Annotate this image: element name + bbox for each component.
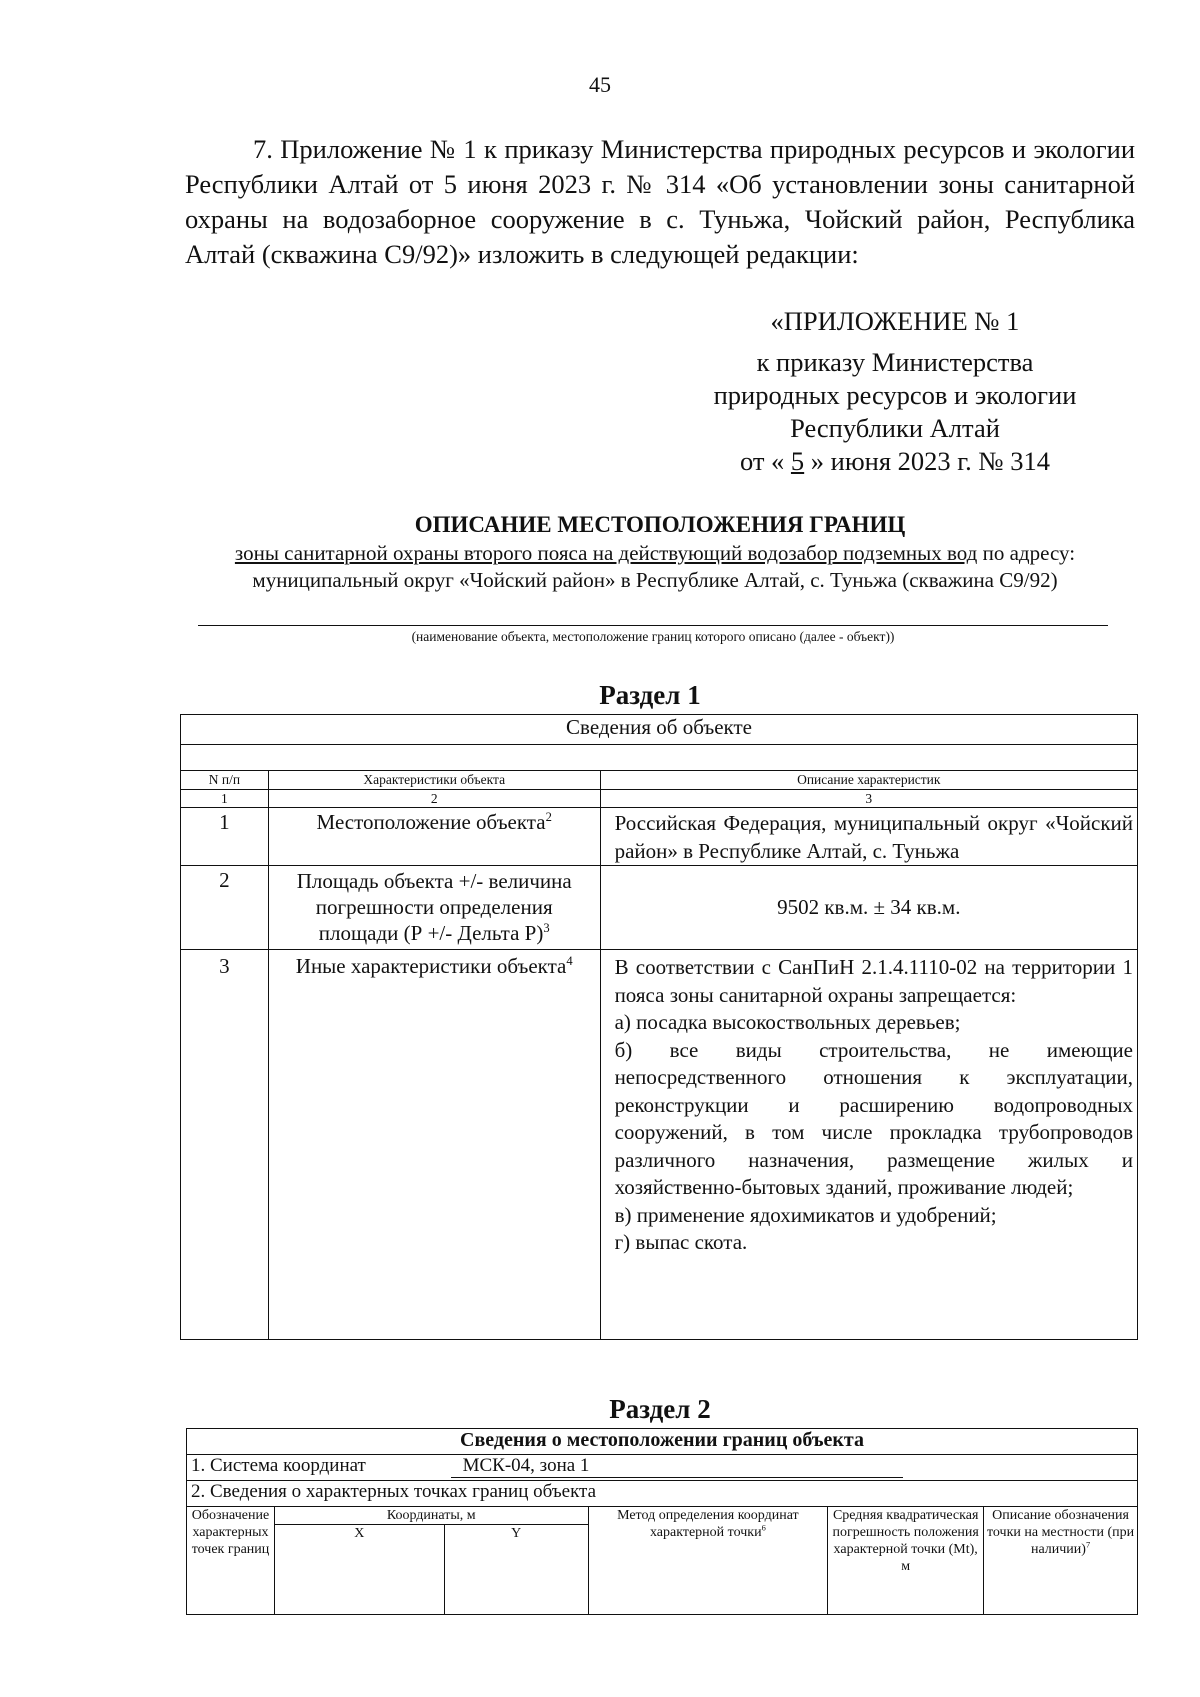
prohibition-intro: В соответствии с СанПиН 2.1.4.1110-02 на территории 1 пояса зоны санитарной охраны запрещается: (614, 955, 1133, 1007)
row-num: 2 (181, 866, 269, 950)
intro-paragraph (185, 132, 1135, 272)
header-characteristics: Характеристики объекта (268, 771, 600, 790)
description-underlined: зоны санитарной охраны второго пояса на действующий водозабор подземных вод (234, 541, 978, 565)
section1-table (180, 714, 1138, 1340)
section1-empty-row (181, 745, 1138, 771)
header-description: Описание характеристик (600, 771, 1137, 790)
section1-title: Раздел 1 (599, 680, 701, 710)
header-method-text: Метод определения координат характерной точки (617, 1508, 799, 1540)
appendix-title: «ПРИЛОЖЕНИЕ № 1 (770, 306, 1020, 336)
col-number-2: 2 (268, 790, 600, 808)
intro-text: 7. Приложение № 1 к приказу Министерства природных ресурсов и экологии Республики Алтай от 5 июня 2023 г. № 314 «Об установлении зоны санитарной охраны на водозаборное сооружение в с. Туньжа, Чойский район, Республика Алтай (скважина С9/92)» изложить в следующей редакции: (185, 134, 1135, 269)
row-num: 3 (181, 950, 269, 1340)
coord-system-label: 1. Система координат (191, 1455, 366, 1476)
col-number-1: 1 (181, 790, 269, 808)
appendix-date-suffix: » июня 2023 г. № 314 (804, 446, 1051, 476)
appendix-date-day: 5 (790, 446, 805, 476)
footnote-mark: 3 (543, 921, 550, 935)
appendix-date-prefix: от « (739, 446, 791, 476)
table-row (181, 866, 1138, 950)
list-item: в) применение ядохимикатов и удобрений; (614, 1202, 997, 1227)
table-row (181, 808, 1138, 866)
header-num: N п/п (181, 771, 269, 790)
appendix-line-2: природных ресурсов и экологии (713, 380, 1077, 410)
row-value (600, 950, 1137, 1340)
description-caption: (наименование объекта, местоположение границ которого описано (далее - объект)) (411, 629, 895, 644)
row-name-text: Иные характеристики объекта (295, 954, 567, 978)
coord-system-value: МСК-04, зона 1 (451, 1455, 903, 1478)
description-body (200, 540, 1110, 594)
section2-title: Раздел 2 (609, 1394, 711, 1424)
appendix-date (700, 445, 1090, 478)
table-row (181, 950, 1138, 1340)
row-name (268, 950, 600, 1340)
header-x: X (274, 1525, 444, 1615)
header-point-desc (984, 1507, 1138, 1615)
col-number-3: 3 (600, 790, 1137, 808)
row-value: Российская Федерация, муниципальный округ «Чойский район» в Республике Алтай, с. Туньжа (600, 808, 1137, 866)
section2-caption: Сведения о местоположении границ объекта (187, 1429, 1138, 1455)
list-item: а) посадка высокоствольных деревьев; (614, 1010, 961, 1034)
row-name (268, 808, 600, 866)
section2-table (186, 1428, 1138, 1615)
appendix-header (700, 305, 1090, 478)
footnote-mark: 4 (566, 954, 573, 968)
row-name (268, 866, 600, 950)
description-title: ОПИСАНИЕ МЕСТОПОЛОЖЕНИЯ ГРАНИЦ (414, 512, 906, 537)
page-number: 45 (589, 72, 611, 97)
description-rest: по адресу: муниципальный округ «Чойский район» в Республике Алтай, с. Туньжа (скважина С9/92) (252, 541, 1076, 592)
header-coords: Координаты, м (274, 1507, 588, 1525)
row-value: 9502 кв.м. ± 34 кв.м. (600, 866, 1137, 950)
appendix-line-3: Республики Алтай (790, 413, 1000, 443)
list-item: б) все виды строительства, не имеющие непосредственного отношения к эксплуатации, реконструкции и расширению водопроводных сооружений, в том числе прокладка трубопроводов различного назначения, размещение жилых и хозяйственно-бытовых зданий, проживание людей; (614, 1037, 1133, 1199)
row-name-text: Местоположение объекта (316, 810, 546, 834)
row-num: 1 (181, 808, 269, 866)
header-y: Y (444, 1525, 588, 1615)
list-item: г) выпас скота. (614, 1230, 748, 1254)
description-rule (198, 625, 1108, 626)
footnote-mark: 7 (1085, 1540, 1091, 1550)
prohibition-list (615, 1009, 1133, 1257)
footnote-mark: 6 (761, 1523, 766, 1533)
header-point-desc-text: Описание обозначения точки на местности (при наличии) (986, 1508, 1135, 1557)
header-method (588, 1507, 828, 1615)
points-label: 2. Сведения о характерных точках границ объекта (187, 1481, 1138, 1507)
footnote-mark: 2 (545, 810, 552, 824)
coord-system-row (187, 1455, 1138, 1481)
section1-caption: Сведения об объекте (181, 715, 1138, 745)
header-designation: Обозначение характерных точек границ (187, 1507, 275, 1615)
appendix-line-1: к приказу Министерства (756, 347, 1034, 377)
row-name-text: Площадь объекта +/- величина погрешности определения площади (Р +/- Дельта Р) (296, 869, 572, 945)
header-error: Средняя квадратическая погрешность положения характерной точки (Mt), м (828, 1507, 984, 1615)
